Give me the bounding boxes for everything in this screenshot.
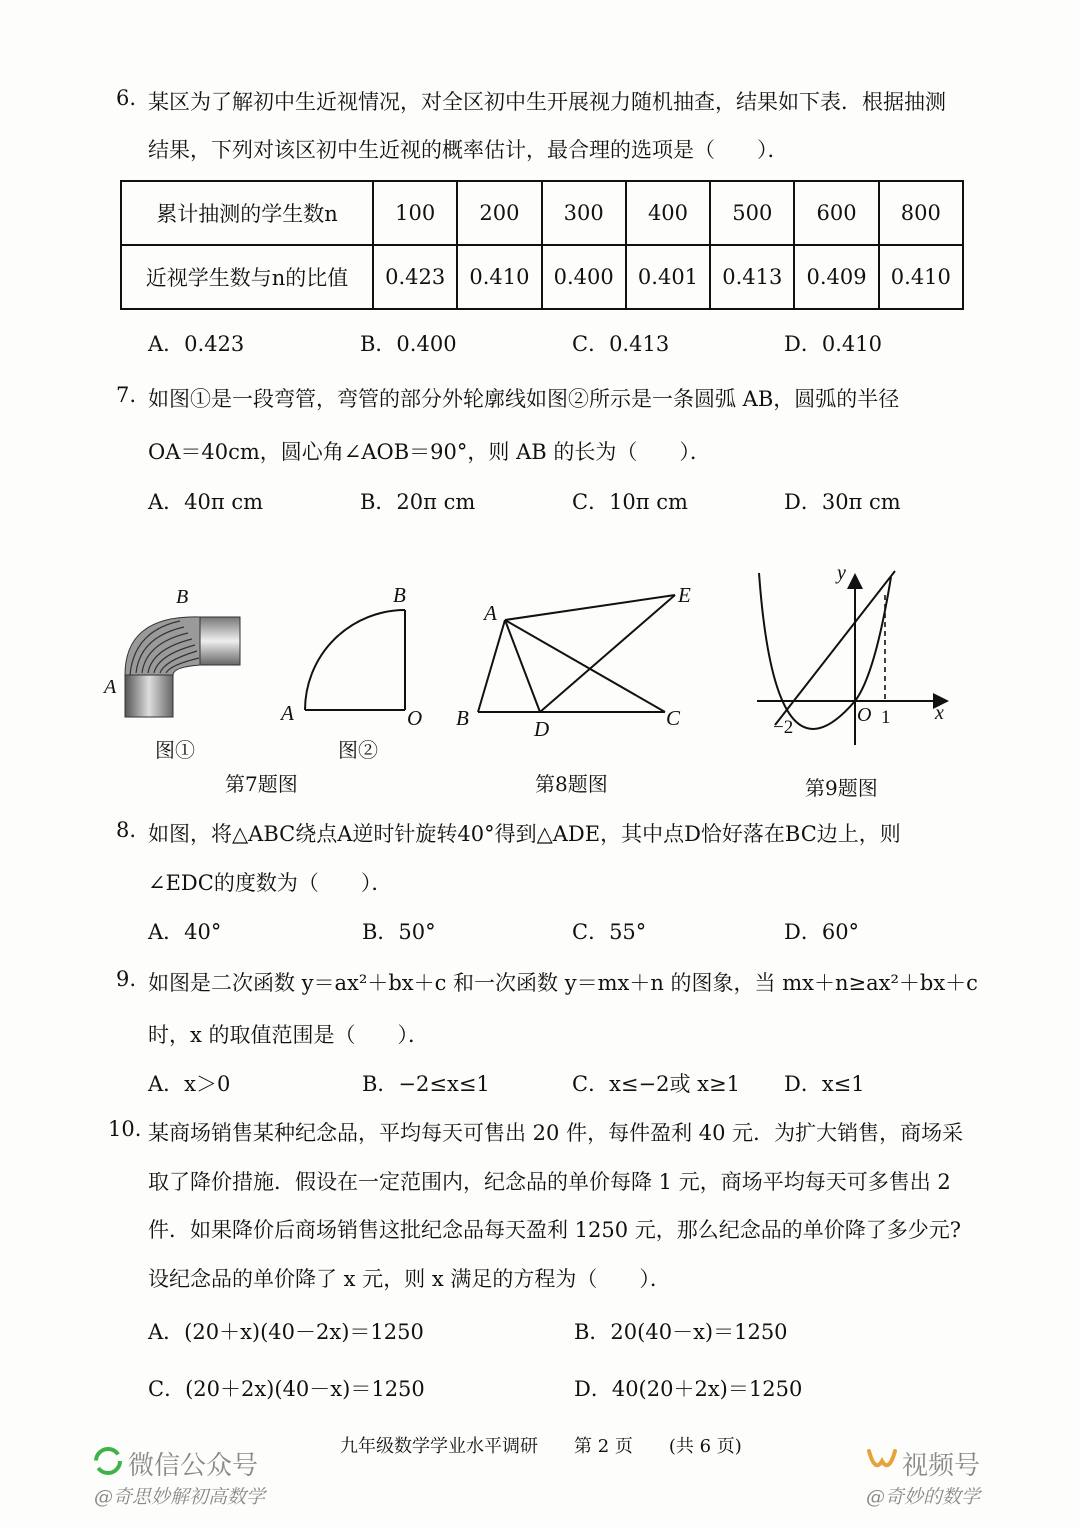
- q10-text-line2: 取了降价措施．假设在一定范围内，纪念品的单价每降 1 元，商场平均每天可多售出 2: [148, 1170, 951, 1194]
- q6-option-c[interactable]: C．0.413: [572, 332, 670, 356]
- fig2-label-a: A: [281, 701, 294, 725]
- q10-text-line3: 件．如果降价后商场销售这批纪念品每天盈利 1250 元，那么纪念品的单价降了多少元?: [148, 1218, 962, 1242]
- q9-option-c[interactable]: C．x≤−2或 x≥1: [572, 1072, 740, 1096]
- table-header-n: 累计抽测的学生数n: [121, 181, 373, 245]
- figure-1-caption: 图①: [155, 738, 195, 762]
- table-cell: 600: [794, 181, 878, 245]
- q10-text-line1: 某商场销售某种纪念品，平均每天可售出 20 件，每件盈利 40 元．为扩大销售，商场采: [148, 1121, 964, 1145]
- table-cell: 0.423: [373, 245, 457, 309]
- q9-option-a[interactable]: A．x＞0: [148, 1072, 231, 1096]
- q6-table: [120, 180, 964, 310]
- q9-text-line1: 如图是二次函数 y＝ax²＋bx＋c 和一次函数 y＝mx＋n 的图象，当 mx＋n≥ax²＋bx＋c: [148, 971, 978, 995]
- table-cell: 0.400: [542, 245, 626, 309]
- fig9-label-o: O: [857, 704, 872, 726]
- wechat-icon: [94, 1447, 122, 1475]
- fig2-label-o: O: [407, 706, 423, 730]
- figure-2-arc: [275, 580, 435, 730]
- fig9-label-x: x: [935, 702, 944, 724]
- q8-option-c[interactable]: C．55°: [572, 920, 647, 944]
- figure-q9-graph: [745, 565, 955, 755]
- q10-option-d[interactable]: D．40(20＋2x)＝1250: [574, 1377, 803, 1401]
- q10-option-a[interactable]: A．(20＋x)(40－2x)＝1250: [148, 1320, 424, 1344]
- q8-option-d[interactable]: D．60°: [784, 920, 860, 944]
- figure-2-caption: 图②: [338, 738, 378, 762]
- figure-q8-triangles: [450, 580, 710, 740]
- q9-option-b[interactable]: B．−2≤x≤1: [362, 1072, 490, 1096]
- q7-option-c[interactable]: C．10π cm: [572, 490, 688, 514]
- table-cell: 200: [457, 181, 541, 245]
- table-cell: 0.413: [710, 245, 794, 309]
- fig9-label-one: 1: [881, 707, 891, 728]
- wechat-watermark-title: 微信公众号: [128, 1451, 259, 1481]
- q6-option-d[interactable]: D．0.410: [784, 332, 882, 356]
- q10-text-line4: 设纪念品的单价降了 x 元，则 x 满足的方程为（ ）．: [148, 1267, 671, 1291]
- video-watermark-handle: @奇妙的数学: [866, 1486, 981, 1508]
- q6-option-b[interactable]: B．0.400: [360, 332, 457, 356]
- table-cell: 0.410: [879, 245, 963, 309]
- q7-option-d[interactable]: D．30π cm: [784, 490, 901, 514]
- q8-text-line1: 如图，将△ABC绕点A逆时针旋转40°得到△ADE，其中点D恰好落在BC边上，则: [148, 822, 901, 846]
- table-header-ratio: 近视学生数与n的比值: [121, 245, 373, 309]
- table-cell: 500: [710, 181, 794, 245]
- fig9-label-y: y: [837, 565, 846, 584]
- q10-option-c[interactable]: C．(20＋2x)(40－x)＝1250: [148, 1377, 425, 1401]
- table-cell: 100: [373, 181, 457, 245]
- q9-number: 9.: [116, 967, 137, 991]
- q8-text-line2: ∠EDC的度数为（ ）．: [148, 871, 393, 895]
- q10-option-b[interactable]: B．20(40－x)＝1250: [574, 1320, 788, 1344]
- q8-number: 8.: [116, 818, 137, 842]
- fig8-label-c: C: [666, 706, 681, 730]
- fig9-label-minus-two: −2: [773, 717, 794, 738]
- fig1-label-b: B: [176, 586, 189, 608]
- q6-number: 6.: [116, 86, 137, 110]
- wechat-watermark-handle: @奇思妙解初高数学: [94, 1486, 266, 1508]
- video-watermark-title: 视频号: [902, 1451, 981, 1481]
- figure-1-pipe: [100, 575, 250, 725]
- fig8-label-e: E: [678, 583, 691, 607]
- fig8-label-a: A: [484, 601, 497, 625]
- q8-option-b[interactable]: B．50°: [362, 920, 436, 944]
- q8-option-a[interactable]: A．40°: [148, 920, 222, 944]
- table-cell: 0.410: [457, 245, 541, 309]
- video-channel-icon: [866, 1447, 898, 1475]
- fig8-label-b: B: [456, 706, 469, 730]
- q8-figure-caption: 第8题图: [535, 772, 608, 796]
- q7-text-line2: OA＝40cm，圆心角∠AOB＝90°，则 AB 的长为（ ）．: [148, 440, 711, 464]
- q6-option-a[interactable]: A．0.423: [148, 332, 245, 356]
- table-cell: 300: [542, 181, 626, 245]
- table-cell: 0.409: [794, 245, 878, 309]
- table-cell: 400: [626, 181, 710, 245]
- q9-option-d[interactable]: D．x≤1: [784, 1072, 865, 1096]
- fig8-label-d: D: [534, 717, 550, 740]
- q7-number: 7.: [116, 383, 137, 407]
- table-cell: 0.401: [626, 245, 710, 309]
- fig2-label-b: B: [393, 583, 406, 607]
- q7-option-b[interactable]: B．20π cm: [360, 490, 476, 514]
- q7-text-line1: 如图①是一段弯管，弯管的部分外轮廓线如图②所示是一条圆弧 AB，圆弧的半径: [148, 387, 900, 411]
- q7-option-a[interactable]: A．40π cm: [148, 490, 264, 514]
- q10-number: 10.: [108, 1117, 142, 1141]
- q9-figure-caption: 第9题图: [805, 776, 878, 800]
- table-cell: 800: [879, 181, 963, 245]
- fig1-label-a: A: [104, 676, 117, 698]
- q9-text-line2: 时，x 的取值范围是（ ）．: [148, 1023, 430, 1047]
- q6-text-line2: 结果，下列对该区初中生近视的概率估计，最合理的选项是（ ）．: [148, 138, 789, 162]
- q6-text-line1: 某区为了解初中生近视情况，对全区初中生开展视力随机抽查，结果如下表．根据抽测: [148, 90, 946, 114]
- q7-figure-caption: 第7题图: [225, 772, 298, 796]
- page-footer: 九年级数学学业水平调研 第 2 页 (共 6 页): [340, 1436, 742, 1457]
